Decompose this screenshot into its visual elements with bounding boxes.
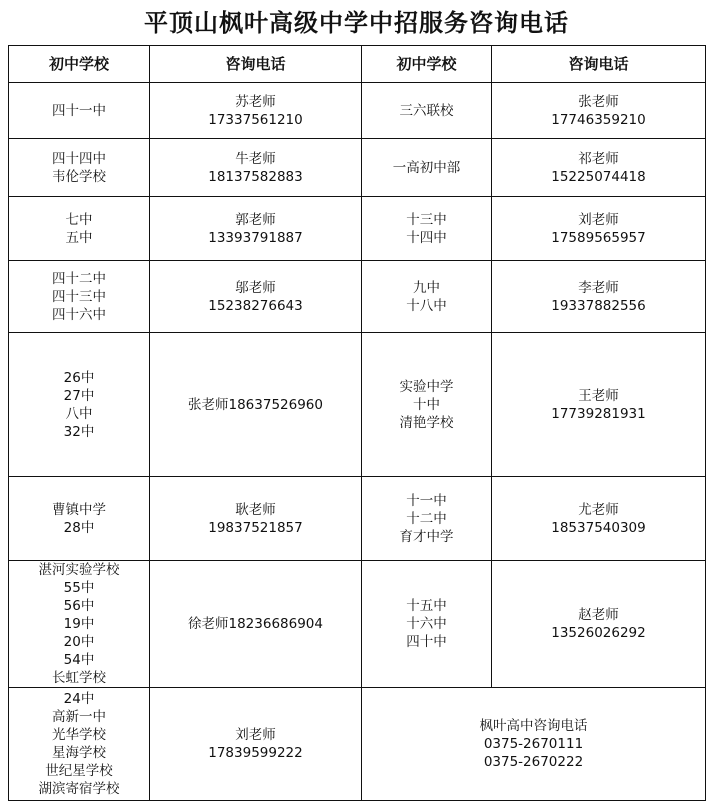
phone-cell: [492, 333, 706, 477]
phone-cell: [492, 197, 706, 261]
school-cell-line: 28中: [63, 519, 95, 536]
school-cell: [362, 139, 492, 197]
school-cell-line: 八中: [65, 405, 93, 422]
phone-cell-line: 17739281931: [551, 405, 646, 422]
school-cell-line: 56中: [63, 598, 95, 614]
school-cell: [9, 197, 150, 261]
phone-cell: [150, 477, 362, 561]
school-cell: [362, 561, 492, 688]
school-cell-line: 54中: [63, 652, 95, 668]
school-cell-line: 四十二中: [52, 270, 106, 287]
phone-cell: [492, 83, 706, 139]
phone-cell: [492, 139, 706, 197]
school-cell-line: 十八中: [406, 297, 447, 314]
school-cell: [362, 333, 492, 477]
header-cell: 咨询电话: [492, 46, 706, 83]
phone-cell-line: 张老师18637526960: [188, 396, 323, 413]
phone-cell-line: 15238276643: [208, 297, 303, 314]
phone-cell-line: 刘老师: [578, 211, 619, 228]
table-row: [9, 83, 706, 139]
school-cell-line: 一高初中部: [392, 159, 461, 176]
school-cell-line: 曹镇中学: [52, 501, 106, 518]
school-cell-line: 十一中: [406, 492, 447, 509]
school-cell: [9, 688, 150, 801]
page-title: 平顶山枫叶高级中学中招服务咨询电话: [144, 9, 569, 37]
school-cell: [362, 261, 492, 333]
school-cell-line: 实验中学: [399, 378, 454, 395]
contact-table: [8, 45, 706, 801]
phone-cell-line: 18137582883: [208, 168, 303, 185]
school-cell-line: 四十三中: [52, 288, 106, 305]
phone-cell-line: 郭老师: [235, 211, 276, 228]
school-cell-line: 世纪星学校: [45, 763, 113, 779]
table-row: [9, 688, 706, 801]
table-row: [9, 139, 706, 197]
phone-cell-line: 赵老师: [578, 607, 619, 623]
phone-cell-line: 邬老师: [235, 279, 276, 296]
phone-cell-line: 李老师: [578, 279, 619, 296]
school-cell-line: 四十一中: [52, 102, 106, 119]
header-cell: 初中学校: [362, 46, 492, 83]
school-cell: [9, 139, 150, 197]
phone-cell-line: 13393791887: [208, 229, 303, 246]
table-row: [9, 477, 706, 561]
school-cell: [9, 477, 150, 561]
phone-cell-line: 19337882556: [551, 297, 646, 314]
phone-cell-line: 13526026292: [551, 625, 646, 641]
school-cell: [362, 197, 492, 261]
phone-cell-line: 19837521857: [208, 519, 303, 536]
school-cell-line: 育才中学: [399, 528, 454, 545]
phone-cell-line: 张老师: [578, 93, 619, 110]
header-row: [9, 46, 706, 83]
phone-cell-line: 牛老师: [235, 150, 276, 167]
phone-cell-line: 17337561210: [208, 111, 303, 128]
phone-cell: [150, 333, 362, 477]
phone-cell-line: 17589565957: [551, 229, 646, 246]
phone-cell: [492, 477, 706, 561]
table-row: [9, 333, 706, 477]
hotline-cell: [362, 688, 706, 801]
school-cell-line: 九中: [413, 279, 440, 296]
phone-cell-line: 刘老师: [235, 727, 276, 743]
school-cell-line: 十四中: [406, 229, 447, 246]
table-row: [9, 261, 706, 333]
school-cell-line: 26中: [63, 369, 95, 386]
phone-cell-line: 苏老师: [235, 93, 276, 110]
hotline-cell-line: 枫叶高中咨询电话: [479, 718, 588, 734]
phone-cell-line: 17746359210: [551, 111, 646, 128]
school-cell: [9, 561, 150, 688]
phone-cell-line: 耿老师: [235, 501, 276, 518]
table-row: [9, 197, 706, 261]
school-cell-line: 十六中: [406, 616, 447, 632]
school-cell: [362, 477, 492, 561]
phone-cell: [150, 83, 362, 139]
school-cell-line: 20中: [63, 634, 95, 650]
phone-cell-line: 祁老师: [578, 150, 619, 167]
phone-cell: [492, 261, 706, 333]
phone-cell: [150, 261, 362, 333]
school-cell-line: 27中: [63, 387, 95, 404]
school-cell-line: 光华学校: [52, 727, 106, 743]
school-cell: [362, 83, 492, 139]
school-cell: [9, 83, 150, 139]
phone-cell: [150, 688, 362, 801]
phone-cell-line: 尤老师: [578, 501, 619, 518]
hotline-cell-line: 0375-2670111: [483, 736, 584, 752]
school-cell-line: 四十六中: [52, 306, 106, 323]
school-cell-line: 四十四中: [52, 150, 106, 167]
table-row: [9, 561, 706, 688]
school-cell-line: 四十中: [406, 634, 447, 650]
school-cell-line: 清艳学校: [399, 414, 454, 431]
school-cell-line: 星海学校: [52, 745, 106, 761]
school-cell-line: 湛河实验学校: [38, 562, 120, 578]
phone-cell: [492, 561, 706, 688]
header-cell: 咨询电话: [150, 46, 362, 83]
school-cell-line: 湖滨寄宿学校: [38, 781, 120, 797]
school-cell: [9, 333, 150, 477]
school-cell-line: 32中: [63, 423, 95, 440]
school-cell-line: 24中: [63, 691, 95, 707]
school-cell-line: 七中: [65, 211, 93, 228]
phone-cell-line: 15225074418: [551, 168, 646, 185]
school-cell-line: 韦伦学校: [52, 168, 106, 185]
school-cell-line: 长虹学校: [52, 670, 106, 686]
school-cell-line: 十二中: [406, 510, 447, 527]
school-cell-line: 高新一中: [52, 709, 106, 725]
school-cell: [9, 261, 150, 333]
phone-cell-line: 徐老师18236686904: [188, 616, 323, 632]
phone-cell: [150, 139, 362, 197]
school-cell-line: 十五中: [406, 598, 447, 614]
school-cell-line: 十中: [413, 396, 440, 413]
hotline-cell-line: 0375-2670222: [483, 754, 584, 770]
phone-cell: [150, 197, 362, 261]
school-cell-line: 55中: [63, 580, 95, 596]
school-cell-line: 五中: [65, 229, 93, 246]
school-cell-line: 19中: [63, 616, 95, 632]
school-cell-line: 十三中: [406, 211, 447, 228]
phone-cell-line: 王老师: [578, 387, 619, 404]
phone-cell-line: 18537540309: [551, 519, 646, 536]
phone-cell: [150, 561, 362, 688]
header-cell: 初中学校: [9, 46, 150, 83]
school-cell-line: 三六联校: [399, 102, 454, 119]
phone-cell-line: 17839599222: [208, 745, 303, 761]
